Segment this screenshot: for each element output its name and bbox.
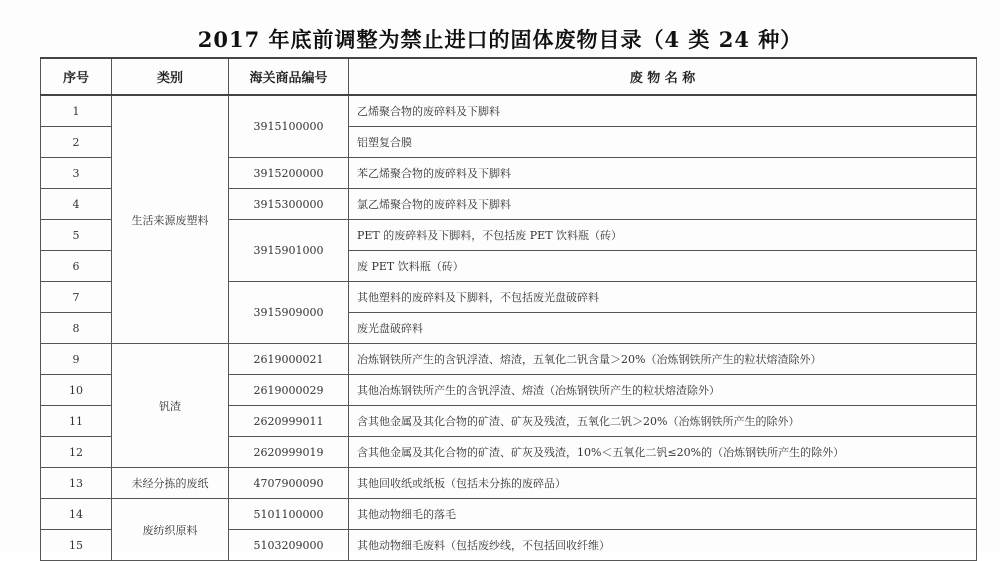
page-title: 2017 年底前调整为禁止进口的固体废物目录（4 类 24 种）: [197, 27, 803, 52]
row-serial: 13: [41, 468, 112, 499]
header-waste-name: 废 物 名 称: [349, 58, 977, 95]
hs-code-cell: 2619000021: [229, 344, 349, 375]
hs-code-cell: 3915909000: [229, 282, 349, 344]
hs-code-cell: 2619000029: [229, 375, 349, 406]
table-row: [41, 499, 977, 530]
waste-name-cell: 苯乙烯聚合物的废碎料及下脚料: [349, 158, 977, 189]
category-cell: 未经分拣的废纸: [112, 468, 229, 499]
row-serial: 10: [41, 375, 112, 406]
waste-name-cell: 废 PET 饮料瓶（砖）: [349, 251, 977, 282]
hs-code-cell: 4707900090: [229, 468, 349, 499]
row-serial: 5: [41, 220, 112, 251]
row-serial: 2: [41, 127, 112, 158]
category-cell: 钒渣: [112, 344, 229, 468]
waste-name-cell: 氯乙烯聚合物的废碎料及下脚料: [349, 189, 977, 220]
hs-code-cell: 3915100000: [229, 95, 349, 158]
waste-name-cell: 冶炼钢铁所产生的含钒浮渣、熔渣，五氧化二钒含量＞20%（冶炼钢铁所产生的粒状熔渣除外）: [349, 344, 977, 375]
row-serial: 3: [41, 158, 112, 189]
row-serial: 7: [41, 282, 112, 313]
waste-name-cell: 废光盘破碎料: [349, 313, 977, 344]
waste-name-cell: 乙烯聚合物的废碎料及下脚料: [349, 95, 977, 127]
waste-catalog-table: [40, 57, 977, 561]
waste-name-cell: 其他动物细毛的落毛: [349, 499, 977, 530]
waste-name-cell: 铝塑复合膜: [349, 127, 977, 158]
hs-code-cell: 5103209000: [229, 530, 349, 561]
category-cell: 废纺织原料: [112, 499, 229, 561]
table-row: [41, 468, 977, 499]
header-category: 类别: [112, 58, 229, 95]
waste-name-cell: 含其他金属及其化合物的矿渣、矿灰及残渣，五氧化二钒＞20%（冶炼钢铁所产生的除外）: [349, 406, 977, 437]
row-serial: 15: [41, 530, 112, 561]
waste-name-cell: 其他冶炼钢铁所产生的含钒浮渣、熔渣（冶炼钢铁所产生的粒状熔渣除外）: [349, 375, 977, 406]
header-hs-code: 海关商品编号: [229, 58, 349, 95]
row-serial: 12: [41, 437, 112, 468]
table-header-row: [41, 58, 977, 95]
row-serial: 9: [41, 344, 112, 375]
header-serial: 序号: [41, 58, 112, 95]
category-cell: 生活来源废塑料: [112, 95, 229, 344]
table-row: [41, 95, 977, 127]
hs-code-cell: 3915300000: [229, 189, 349, 220]
hs-code-cell: 3915901000: [229, 220, 349, 282]
hs-code-cell: 5101100000: [229, 499, 349, 530]
row-serial: 11: [41, 406, 112, 437]
hs-code-cell: 2620999011: [229, 406, 349, 437]
row-serial: 1: [41, 95, 112, 127]
waste-name-cell: 含其他金属及其化合物的矿渣、矿灰及残渣，10%＜五氧化二钒≤20%的（冶炼钢铁所产生的除外）: [349, 437, 977, 468]
row-serial: 6: [41, 251, 112, 282]
row-serial: 4: [41, 189, 112, 220]
row-serial: 8: [41, 313, 112, 344]
hs-code-cell: 3915200000: [229, 158, 349, 189]
waste-name-cell: 其他回收纸或纸板（包括未分拣的废碎品）: [349, 468, 977, 499]
hs-code-cell: 2620999019: [229, 437, 349, 468]
waste-name-cell: PET 的废碎料及下脚料，不包括废 PET 饮料瓶（砖）: [349, 220, 977, 251]
row-serial: 14: [41, 499, 112, 530]
table-row: [41, 344, 977, 375]
waste-name-cell: 其他动物细毛废料（包括废纱线，不包括回收纤维）: [349, 530, 977, 561]
waste-name-cell: 其他塑料的废碎料及下脚料，不包括废光盘破碎料: [349, 282, 977, 313]
